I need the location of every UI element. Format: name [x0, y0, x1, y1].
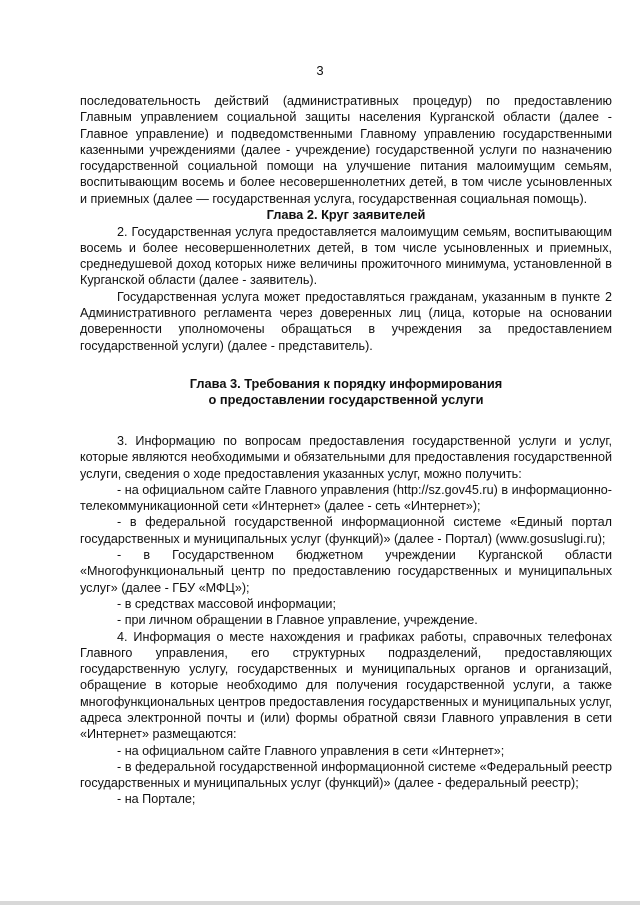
- paragraph-3-item-personal: - при личном обращении в Главное управление, учреждение.: [117, 613, 478, 628]
- paragraph-3-item-mfc: - в Государственном бюджетном учреждении Курганской области «Многофункциональный центр по предоставлению государственных и муниципальных услуг» (далее - ГБУ «МФЦ»);: [80, 548, 612, 595]
- paragraph-4: 4. Информация о месте нахождения и графиках работы, справочных телефонах Главного управления, его структурных подразделений, предоставляющих государственную услугу, государственных и муниципальных органов и организаций, обращение в которые необходимо для получения государственной услуги, а также многофункциональных центров предоставления государственных и муниципальных услуг, адреса электронной почты и (или) формы обратной связи Главного управления в сети «Интернет» размещаются:: [80, 629, 612, 742]
- paragraph-4-item-site: - на официальном сайте Главного управления в сети «Интернет»;: [117, 743, 505, 758]
- chapter-3-heading-line-2: о предоставлении государственной услуги: [208, 392, 484, 408]
- chapter-3-heading: [80, 376, 612, 409]
- paragraph-2-representative: Государственная услуга может предоставляться гражданам, указанным в пункте 2 Административного регламента через доверенных лиц (лица, которые на основании доверенности уполномочены обращаться в учреждения за предоставлением государственной услуги) (далее - представитель).: [80, 289, 612, 353]
- chapter-3-heading-line-1: Глава 3. Требования к порядку информирования: [189, 375, 503, 391]
- chapter-2-heading: Глава 2. Круг заявителей: [266, 207, 426, 223]
- paragraph-3-item-portal: - в федеральной государственной информационной системе «Единый портал государственных и муниципальных услуг (функций)» (далее - Портал) (www.gosuslugi.ru);: [80, 515, 612, 546]
- page-number: 3: [316, 63, 324, 78]
- paragraph-2: 2. Государственная услуга предоставляется малоимущим семьям, воспитывающим восемь и более несовершеннолетних детей, в том числе усыновленных и приемных, среднедушевой доход которых ниже величины прожиточного минимума, установленной в Курганской области (далее - заявитель).: [80, 224, 612, 288]
- document-body: [80, 93, 612, 808]
- paragraph-3: 3. Информацию по вопросам предоставления государственной услуги и услуг, которые являются необходимыми и обязательными для предоставления государственной услуги, сведения о ходе предоставления указанных услуг, можно получить:: [80, 433, 612, 481]
- paragraph-3-item-site: - на официальном сайте Главного управления (http://sz.gov45.ru) в информационно-телекоммуникационной сети «Интернет» (далее - сеть «Интернет»);: [80, 482, 612, 514]
- paragraph-4-item-registry: - в федеральной государственной информационной системе «Федеральный реестр государственных и муниципальных услуг (функций)» (далее - федеральный реестр);: [80, 759, 612, 791]
- intro-paragraph: последовательность действий (административных процедур) по предоставлению Главным управлением социальной защиты населения Курганской области (далее - Главное управление) и подведомственными Главному управлению государственными казенными учреждениями (далее - учреждение) государственной услуги по назначению государственной социальной помощи на улучшение питания малоимущим семьям, воспитывающим восемь и более несовершеннолетних детей, в том числе усыновленных и приемных (далее — государственная услуга, государственная социальная помощь).: [80, 94, 612, 206]
- paragraph-4-item-portal: - на Портале;: [117, 792, 196, 807]
- page-bottom-edge: [0, 901, 640, 905]
- paragraph-3-item-media: - в средствах массовой информации;: [117, 596, 336, 611]
